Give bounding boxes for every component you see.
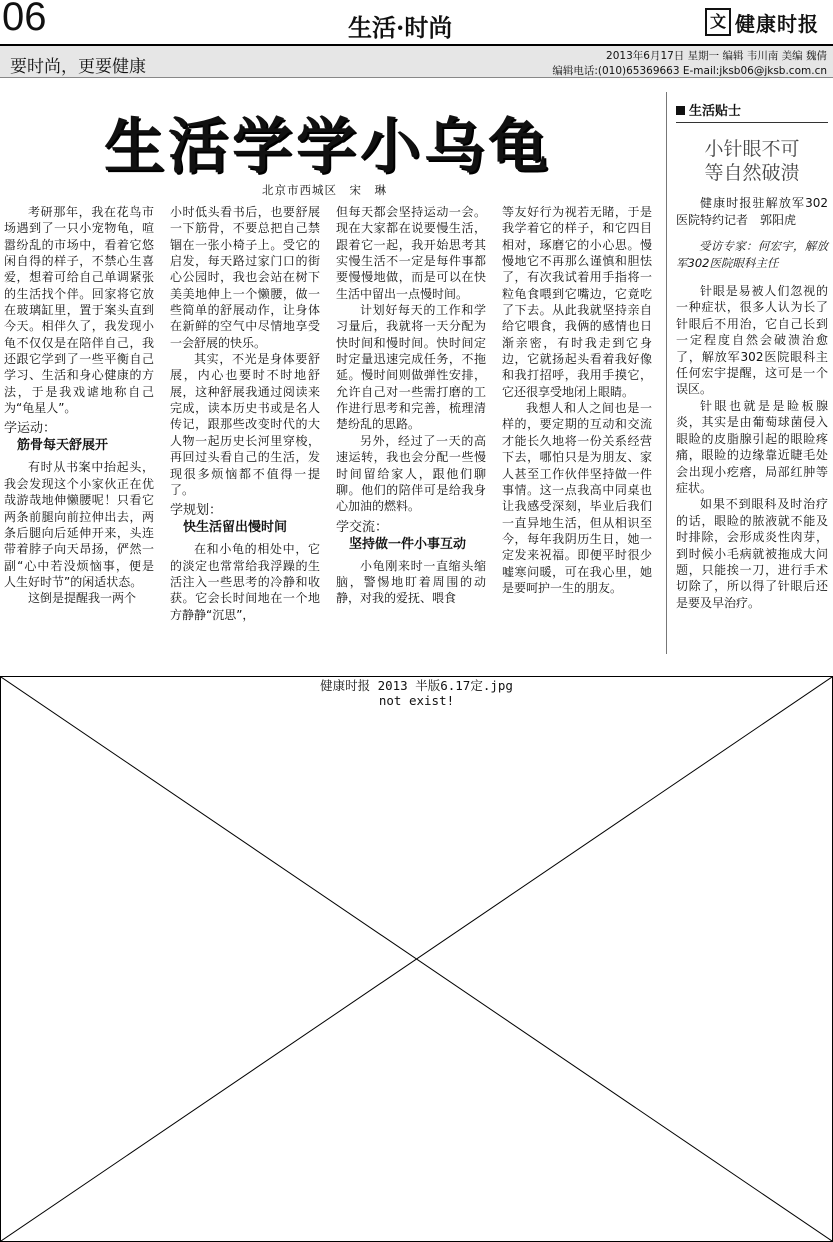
missing-image-placeholder — [0, 676, 833, 1242]
header-bottom-rule — [0, 77, 833, 78]
sidebar-paragraph: 针眼是易被人们忽视的一种症状，很多人认为长了针眼后不用治，它自己长到一定程度自然会破溃治愈了，解放军302医院眼科主任何宏宇提醒，这可是一个误区。 — [676, 284, 828, 397]
page-number: 06 — [2, 0, 47, 39]
sidebar-tips — [676, 104, 828, 611]
article-column-3 — [336, 204, 486, 607]
subsection-label: 学规划： — [170, 503, 223, 519]
article-paragraph: 其实，不光是身体要舒展，内心也要时不时地舒展，这种舒展我通过阅读来完成，读本历史书或是名人传记，跟那些改变时代的大人物一起历史长河里穿梭，再回过头看自己的生活，发现很多烦恼都不值得一提了。 — [170, 352, 320, 497]
article-headline: 生活学学小乌龟 — [104, 112, 552, 182]
subsection-label: 学交流： — [336, 519, 389, 535]
article-column-1 — [4, 204, 154, 607]
sidebar-byline: 健康时报驻解放军302医院特约记者 郭阳虎 — [676, 196, 828, 227]
subsection-title: 坚持做一件小事互动 — [349, 536, 467, 552]
column-divider — [666, 92, 667, 654]
article-column-4 — [502, 204, 652, 596]
article-paragraph: 另外，经过了一天的高速运转，我也会分配一些慢时间留给家人，跟他们聊聊。他们的陪伴可是给我身心加油的燃料。 — [336, 433, 486, 514]
subsection-title: 快生活留出慢时间 — [183, 520, 288, 536]
logo-text: 健康时报 — [735, 12, 819, 36]
article-paragraph: 在和小龟的相处中，它的淡定也常常给我浮躁的生活注入一些思考的冷静和收获。它会长时间地在一个地方静静“沉思”， — [170, 542, 320, 622]
sidebar-title: 小针眼不可 — [704, 138, 800, 161]
article-paragraph: 这倒是提醒我一两个 — [28, 591, 137, 606]
article-paragraph: 计划好每天的工作和学习量后，我就将一天分配为快时间和慢时间。快时间定时定量迅速完成任务，不拖延。慢时间则做弹性安排，允许自己对一些需打磨的工作进行思考和完善，梳理清楚纷乱的思路。 — [336, 303, 486, 432]
broken-image-icon — [1, 677, 832, 1241]
sidebar-heading: 生活贴士 — [676, 104, 828, 123]
article-paragraph: 小龟刚来时一直缩头缩脑，警惕地盯着周围的动静，对我的爱抚、喂食 — [336, 558, 486, 606]
subsection-label: 学运动： — [4, 421, 57, 437]
logo-mark-icon: 文 — [705, 8, 731, 36]
subsection-title: 筋骨每天舒展开 — [17, 438, 109, 454]
sidebar-paragraph: 如果不到眼科及时治疗的话，眼睑的脓液就不能及时排除，会形成炎性肉芽，到时候小毛病就被拖成大问题，只能挨一刀，进行手术切除了，所以得了针眼后还是要及早治疗。 — [676, 497, 828, 610]
sidebar-title: 等自然破溃 — [704, 162, 800, 185]
issue-meta-line1: 2013年6月17日 星期一 编辑 韦川南 美编 魏倩 — [606, 50, 827, 62]
article-paragraph: 小时低头看书后，也要舒展一下筋骨，不要总把自己禁锢在一张小椅子上。受它的启发，每天路过家门口的街心公园时，我也会站在树下美美地伸上一个懒腰，做一些简单的舒展动作，让身体在新鲜的空气中尽情地享受一会舒展的快乐。 — [170, 205, 320, 350]
issue-meta-line2: 编辑电话:(010)65369663 E-mail:jksb06@jksb.com.cn — [552, 65, 827, 77]
section-title: 生活·时尚 — [348, 13, 453, 42]
sidebar-paragraph: 针眼也就是是睑板腺炎，其实是由葡萄球菌侵入眼睑的皮脂腺引起的眼睑疼痛，眼睑的边缘靠近睫毛处会出现小疙瘩，局部红肿等症状。 — [676, 398, 828, 495]
sidebar-expert: 受访专家：何宏宇，解放军302医院眼科主任 — [676, 239, 828, 270]
article-column-2 — [170, 204, 320, 623]
article-paragraph: 我想人和人之间也是一样的，要定期的互动和交流才能长久地将一份关系经营下去，哪怕只是为朋友、家人甚至工作伙伴坚持做一件事情。这一点我高中同桌也让我感受深刻，毕业后我们一直异地生活，但从相识至今，每年我阴历生日，她一定发来祝福。即便平时很少嘘寒问暖，可在我心里，她是要呵护一生的朋友。 — [502, 401, 652, 595]
article-paragraph: 考研那年，我在花鸟市场遇到了一只小宠物龟，喧嚣纷乱的市场中，看着它悠闲自得的样子，不禁心生喜爱，想着可给自己单调紧张的生活找个伴。回家将它放在玻璃缸里，置于案头直到今天。相伴久了，我发现小龟不仅仅是在陪伴自己，我还跟它学到了一些平衡自己学习、生活和身心健康的方法，于是我戏谑地称自己为“龟星人”。 — [4, 205, 154, 416]
newspaper-logo — [705, 6, 829, 40]
article-paragraph: 但每天都会坚持运动一会。现在大家都在说要慢生活，跟着它一起，我开始思考其实慢生活不一定是每件事都要慢慢地做，而是可以在快生活中留出一点慢时间。 — [336, 205, 486, 301]
article-paragraph: 等友好行为视若无睹，于是我学着它的样子，和它四目相对，琢磨它的小心思。慢慢地它不再那么谨慎和胆怯了，有次我试着用手指将一粒龟食喂到它嘴边，它竟吃了下去。从此我就坚持亲自给它喂食，我俩的感情也日渐亲密，有时我走到它身边，它就扬起头看着我好像和我打招呼，我用手摸它，它还很享受地闭上眼睛。 — [502, 205, 652, 399]
missing-image-caption — [0, 678, 833, 708]
article-paragraph: 有时从书案中抬起头，我会发现这个小家伙正在优哉游哉地伸懒腰呢！只看它两条前腿向前拉伸出去，两条后腿向后延伸开来，头连带着脖子向天昂扬，俨然一副“心中若没烦恼事，便是人生好时节”的闲适状态。 — [4, 460, 154, 589]
article-byline: 北京市西城区 宋 琳 — [262, 183, 387, 197]
section-slogan: 要时尚，更要健康 — [10, 57, 146, 77]
missing-image-filename: 健康时报 2013 半版6.17定.jpg — [320, 678, 513, 693]
missing-image-message: not exist! — [378, 693, 455, 708]
